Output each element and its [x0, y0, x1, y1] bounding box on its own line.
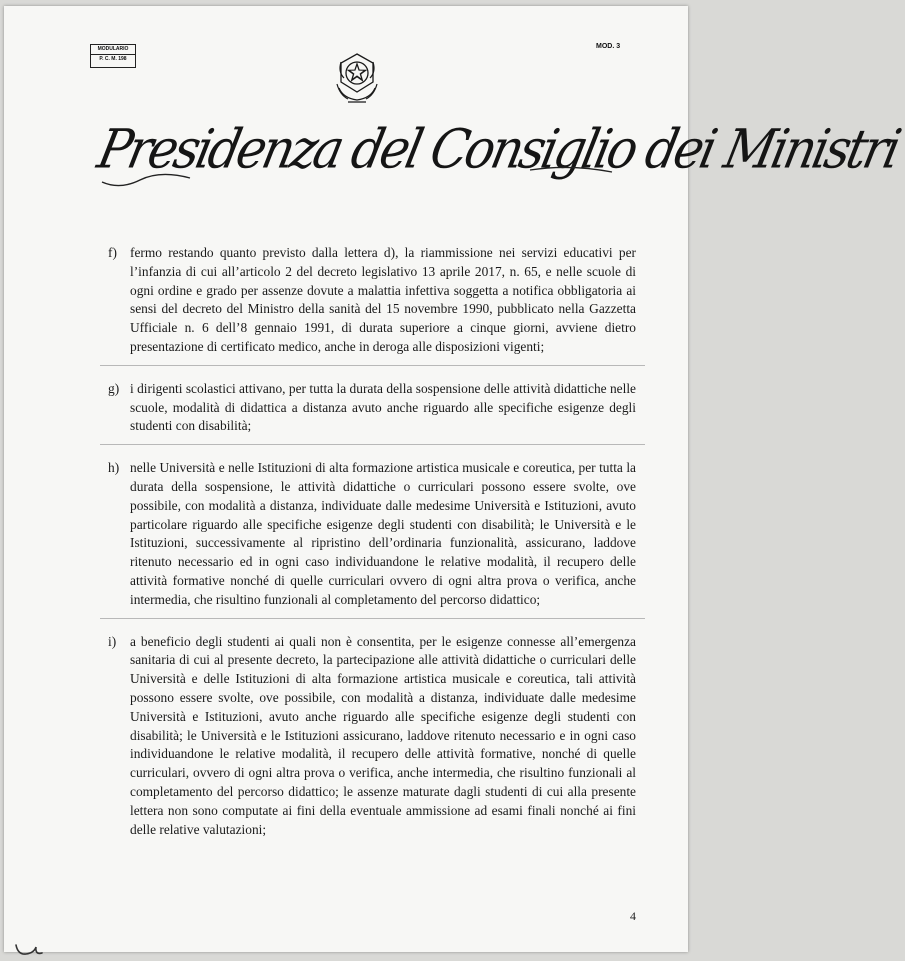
handwritten-mark-icon: [12, 939, 52, 961]
list-item: [108, 380, 636, 436]
modulario-stamp: [90, 44, 136, 68]
divider: [100, 618, 645, 619]
modulario-line2: P. C. M. 198: [99, 56, 127, 62]
list-item-text: fermo restando quanto previsto dalla lettera d), la riammissione nei servizi educativi per l’infanzia di cui all’articolo 2 del decreto legislativo 13 aprile 2017, n. 65, e nelle scuole di ogni ordine e grado per assenze dovute a malattia infettiva soggetta a notifica obbligatoria ai sensi del decreto del Ministro della sanità del 15 novembre 1990, pubblicato nella Gazzetta Ufficiale n. 6 dell’8 gennaio 1991, di durata superiore a cinque giorni, avviene dietro presentazione di certificato medico, anche in deroga alle disposizioni vigenti;: [130, 245, 636, 354]
header-title-script: Presidenza del Consiglio dei Ministri: [92, 118, 904, 181]
form-code: MOD. 3: [596, 43, 621, 50]
list-item-text: a beneficio degli studenti ai quali non è consentita, per le esigenze connesse all’emergenza sanitaria di cui al presente decreto, la partecipazione alle attività didattiche o curriculari delle Università e delle Istituzioni di alta formazione artistica musicale e coreutica, tali attività possono essere svolte, ove possibile, con modalità a distanza, individuate dalle medesime Università e Istituzioni, avuto anche riguardo alle specifiche esigenze degli studenti con disabilità; le Università e le Istituzioni assicurano, laddove ritenuto necessario e in ogni caso individuandone le relative modalità, il recupero delle attività formative, nonché di quelle curriculari, ovvero di ogni altra prova o verifica, anche intermedia, che risultino funzionali al completamento del percorso didattico; le assenze maturate dagli studenti di cui alla presente lettera non sono computate ai fini della eventuale ammissione ad esami finali nonché ai fini delle relative valutazioni;: [130, 633, 636, 837]
list-item: [108, 244, 636, 357]
page-number: 4: [630, 909, 636, 923]
list-item-label: i): [108, 633, 117, 649]
list-item: [108, 633, 636, 840]
list-item-label: g): [108, 380, 120, 396]
list-item-label: h): [108, 460, 120, 476]
italian-republic-emblem-icon: [334, 48, 380, 106]
list-item: [108, 459, 636, 609]
list-item-label: f): [108, 245, 117, 260]
document-page: [4, 6, 904, 952]
header-flourish: [100, 162, 616, 192]
list-item-text: nelle Università e nelle Istituzioni di alta formazione artistica musicale e coreutica, per tutta la durata della sospensione, le attività didattiche o curriculari possono essere svolte, ove possibile, con modalità a distanza, individuate dalle medesime Università e Istituzioni, avuto particolare riguardo alle specifiche esigenze degli studenti con disabilità; le Università e le Istituzioni, successivamente al ripristino dell’ordinaria funzionalità, assicurano, laddove ritenuto necessario ed in ogni caso individuandone le relative modalità, il recupero delle attività formative nonché di quelle curriculari ovvero di ogni altra prova o verifica, anche intermedia, che risultino funzionali al completamento del percorso didattico;: [130, 460, 636, 607]
list-item-text: i dirigenti scolastici attivano, per tutta la durata della sospensione delle attività didattiche nelle scuole, modalità di didattica a distanza avuto anche riguardo alle specifiche esigenze degli studenti con disabilità;: [130, 380, 636, 434]
modulario-line1: MODULARIO: [91, 45, 135, 55]
document-body: [108, 244, 636, 839]
divider: [100, 444, 645, 445]
divider: [100, 365, 645, 366]
